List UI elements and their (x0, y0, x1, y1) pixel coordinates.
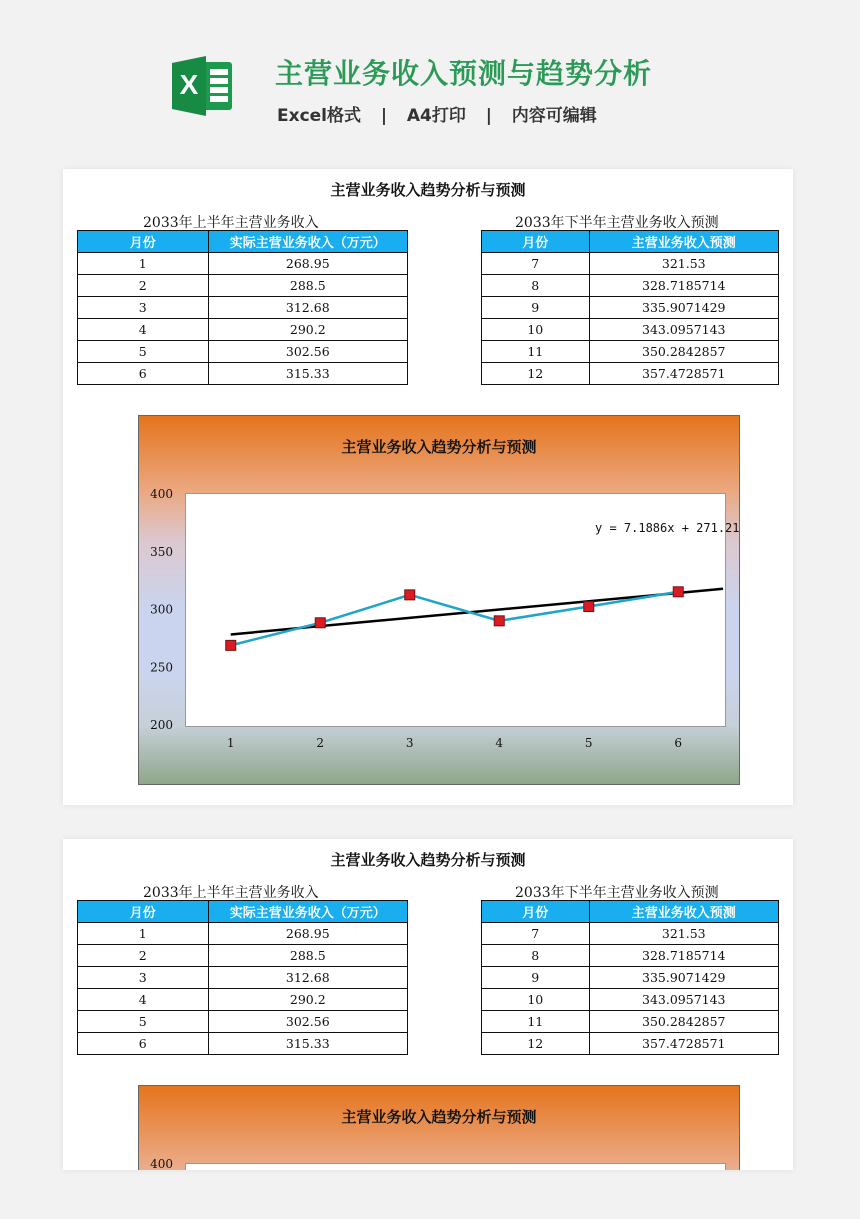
chart-title: 主营业务收入趋势分析与预测 (341, 438, 537, 456)
value-cell: 321.53 (589, 253, 778, 275)
data-point-marker (226, 640, 236, 650)
table-row (78, 989, 408, 1011)
value-cell: 315.33 (208, 363, 407, 385)
value-cell: 350.2842857 (589, 1011, 778, 1033)
table-row (482, 341, 779, 363)
sheet-title: 主营业务收入趋势分析与预测 (330, 181, 526, 199)
month-cell: 3 (78, 967, 209, 989)
month-cell: 2 (78, 945, 209, 967)
col-header: 主营业务收入预测 (589, 901, 778, 923)
value-cell: 350.2842857 (589, 341, 778, 363)
x-tick-label: 3 (405, 736, 414, 750)
table-row (482, 945, 779, 967)
value-cell: 321.53 (589, 923, 778, 945)
table-row (78, 341, 408, 363)
table-row (482, 319, 779, 341)
value-cell: 268.95 (208, 253, 407, 275)
month-cell: 7 (482, 253, 590, 275)
month-cell: 4 (78, 989, 209, 1011)
month-cell: 5 (78, 1011, 209, 1033)
month-cell: 7 (482, 923, 590, 945)
month-cell: 4 (78, 319, 209, 341)
month-cell: 8 (482, 275, 590, 297)
page-header (0, 0, 860, 150)
table-row (482, 297, 779, 319)
table-row (482, 253, 779, 275)
trend-chart (138, 1085, 740, 1170)
col-header: 实际主营业务收入（万元） (208, 901, 407, 923)
trendline-equation: y = 7.1886x + 271.21 (595, 521, 739, 535)
forecast-revenue-table (481, 900, 779, 1055)
data-point-marker (315, 618, 325, 628)
month-cell: 3 (78, 297, 209, 319)
month-cell: 8 (482, 945, 590, 967)
col-header: 月份 (78, 901, 209, 923)
month-cell: 9 (482, 297, 590, 319)
value-cell: 288.5 (208, 945, 407, 967)
right-table-caption: 2033年下半年主营业务收入预测 (515, 215, 719, 231)
table-row (482, 363, 779, 385)
col-header: 主营业务收入预测 (589, 231, 778, 253)
col-header: 实际主营业务收入（万元） (208, 231, 407, 253)
sheet-title: 主营业务收入趋势分析与预测 (330, 851, 526, 869)
x-tick-label: 6 (674, 736, 683, 750)
col-header: 月份 (482, 231, 590, 253)
value-cell: 268.95 (208, 923, 407, 945)
value-cell: 290.2 (208, 319, 407, 341)
month-cell: 12 (482, 363, 590, 385)
table-row (482, 275, 779, 297)
month-cell: 6 (78, 363, 209, 385)
y-tick-label: 350 (150, 544, 173, 559)
y-tick-label: 400 (150, 487, 173, 501)
y-tick-label: 200 (150, 718, 173, 732)
data-point-marker (673, 587, 683, 597)
month-cell: 1 (78, 253, 209, 275)
data-point-marker (405, 590, 415, 600)
value-cell: 302.56 (208, 1011, 407, 1033)
col-header: 月份 (482, 901, 590, 923)
excel-icon (172, 56, 234, 116)
chart-title: 主营业务收入趋势分析与预测 (341, 1108, 537, 1126)
table-row (78, 1033, 408, 1055)
data-point-marker (494, 616, 504, 626)
chart-svg (139, 1086, 739, 1170)
month-cell: 6 (78, 1033, 209, 1055)
table-row (78, 1011, 408, 1033)
y-tick-label: 300 (150, 602, 173, 617)
actual-revenue-table (77, 230, 408, 385)
value-cell: 302.56 (208, 341, 407, 363)
actual-revenue-table (77, 900, 408, 1055)
value-cell: 357.4728571 (589, 1033, 778, 1055)
value-cell: 335.9071429 (589, 297, 778, 319)
table-row (78, 923, 408, 945)
table-row (78, 319, 408, 341)
table-row (482, 967, 779, 989)
table-row (78, 275, 408, 297)
x-tick-label: 4 (495, 736, 504, 750)
table-row (482, 1011, 779, 1033)
right-table-caption: 2033年下半年主营业务收入预测 (515, 885, 719, 901)
left-table-caption: 2033年上半年主营业务收入 (143, 885, 319, 901)
table-row (78, 363, 408, 385)
value-cell: 328.7185714 (589, 275, 778, 297)
table-row (78, 297, 408, 319)
left-table-caption: 2033年上半年主营业务收入 (143, 215, 319, 231)
value-cell: 328.7185714 (589, 945, 778, 967)
x-tick-label: 2 (316, 736, 325, 750)
table-row (78, 253, 408, 275)
value-cell: 312.68 (208, 967, 407, 989)
data-point-marker (584, 602, 594, 612)
sheet-page-2 (63, 839, 793, 1170)
trend-chart (138, 415, 740, 785)
table-row (482, 1033, 779, 1055)
sheet-page-1 (63, 169, 793, 805)
col-header: 月份 (78, 231, 209, 253)
value-cell: 290.2 (208, 989, 407, 1011)
x-tick-label: 5 (584, 736, 593, 750)
value-cell: 335.9071429 (589, 967, 778, 989)
month-cell: 12 (482, 1033, 590, 1055)
month-cell: 2 (78, 275, 209, 297)
month-cell: 9 (482, 967, 590, 989)
table-row (78, 945, 408, 967)
value-cell: 312.68 (208, 297, 407, 319)
y-tick-label: 400 (150, 1157, 173, 1171)
chart-svg (139, 416, 739, 784)
month-cell: 10 (482, 989, 590, 1011)
forecast-revenue-table (481, 230, 779, 385)
value-cell: 343.0957143 (589, 989, 778, 1011)
table-row (78, 967, 408, 989)
table-row (482, 923, 779, 945)
month-cell: 5 (78, 341, 209, 363)
y-tick-label: 250 (150, 660, 173, 675)
value-cell: 288.5 (208, 275, 407, 297)
value-cell: 343.0957143 (589, 319, 778, 341)
table-row (482, 989, 779, 1011)
month-cell: 1 (78, 923, 209, 945)
month-cell: 11 (482, 1011, 590, 1033)
month-cell: 11 (482, 341, 590, 363)
page-title: 主营业务收入预测与趋势分析 (275, 57, 653, 90)
logo-letter: X (179, 69, 199, 100)
value-cell: 315.33 (208, 1033, 407, 1055)
month-cell: 10 (482, 319, 590, 341)
x-tick-label: 1 (226, 736, 235, 750)
value-cell: 357.4728571 (589, 363, 778, 385)
page-subtitle: Excel格式 | A4打印 | 内容可编辑 (277, 106, 597, 126)
